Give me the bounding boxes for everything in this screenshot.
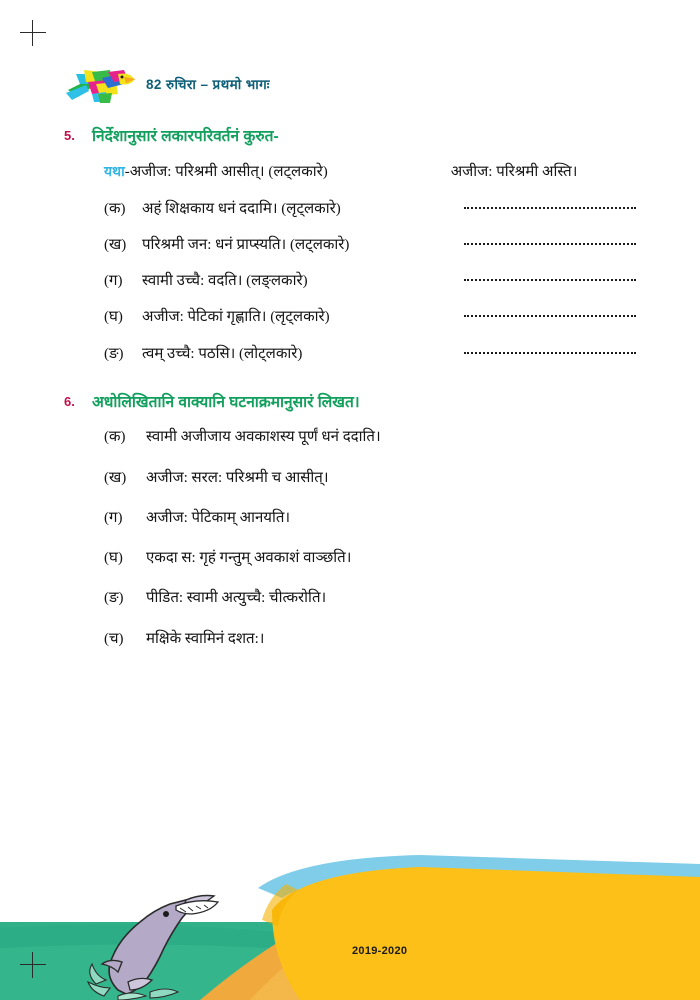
- row-sentence: -अजीज: परिश्रमी आसीत्‌। (लट्लकारे): [124, 164, 328, 181]
- answer-dotted-line: [464, 314, 636, 317]
- question-5-heading: [0, 126, 700, 148]
- table-row: [0, 344, 700, 364]
- crop-mark-bottom-left: [20, 952, 46, 978]
- list-item-text: मक्षिके स्वामिनं दशत:।: [146, 630, 265, 647]
- row-sentence: परिश्रमी जन: धनं प्राप्स्यति। (लट्लकारे): [142, 236, 350, 253]
- row-sentence: अजीज: पेटिकां गृह्णाति। (लृट्लकारे): [142, 309, 330, 326]
- question-5-number: 5.: [64, 128, 75, 143]
- list-item-label: (घ): [104, 550, 123, 567]
- page-header-title: 82 रुचिरा – प्रथमो भागः: [146, 77, 270, 92]
- list-item-label: (ग): [104, 509, 123, 526]
- row-label: (ग): [104, 273, 123, 290]
- row-answer-blank[interactable]: [464, 246, 700, 249]
- list-item: [0, 547, 700, 568]
- row-answer-blank[interactable]: [464, 282, 700, 285]
- question-block-5: [0, 126, 700, 364]
- list-item-text: एकदा स: गृहं गन्तुम् अवकाशं वाञ्छति।: [146, 550, 352, 567]
- list-item-text: पीडित: स्वामी अत्युच्चै: चीत्करोति।: [146, 590, 327, 607]
- list-item-label: (ख): [104, 469, 127, 486]
- row-sentence: अहं शिक्षकाय धनं ददामि। (लृट्लकारे): [142, 200, 341, 217]
- answer-dotted-line: [464, 242, 636, 245]
- list-item: [0, 426, 700, 447]
- row-answer: अजीज: परिश्रमी अस्ति।: [450, 164, 578, 181]
- parrot-icon: [62, 60, 138, 108]
- list-item-label: (च): [104, 630, 124, 647]
- edition-year: 2019-2020: [352, 945, 408, 957]
- footer-illustration: [0, 850, 700, 1000]
- list-item-text: अजीज: सरल: परिश्रमी च आसीत्‌।: [146, 469, 329, 486]
- question-5-title: निर्देशानुसारं लकारपरिवर्तनं कुरुत-: [92, 128, 279, 145]
- list-item: [0, 507, 700, 528]
- list-item-text: स्वामी अजीजाय अवकाशस्य पूर्णं धनं ददाति।: [146, 429, 381, 446]
- table-row: [0, 162, 700, 182]
- answer-dotted-line: [464, 278, 636, 281]
- row-answer-blank[interactable]: [464, 210, 700, 213]
- list-item: [0, 587, 700, 608]
- question-6-title: अधोलिखितानि वाक्यानि घटनाक्रमानुसारं लिखत।: [92, 393, 360, 411]
- row-label: (ङ): [104, 345, 124, 362]
- crop-mark-top-left: [20, 20, 46, 46]
- row-label: (क): [104, 200, 126, 217]
- row-label-example: यथा: [104, 163, 125, 180]
- answer-dotted-line: [464, 351, 636, 354]
- page-header: [62, 60, 270, 108]
- row-answer-blank[interactable]: [464, 355, 700, 358]
- table-row: [0, 199, 700, 219]
- page-content: [0, 126, 700, 668]
- question-6-number: 6.: [64, 393, 75, 409]
- list-item: [0, 628, 700, 649]
- list-item-label: (क): [104, 429, 126, 446]
- list-item: [0, 467, 700, 488]
- question-block-6: [0, 392, 700, 649]
- row-label: (ख): [104, 236, 127, 253]
- row-sentence: स्वामी उच्चै: वदति। (लङ्लकारे): [142, 273, 308, 290]
- list-item-label: (ङ): [104, 590, 124, 607]
- answer-dotted-line: [464, 206, 636, 209]
- question-5-rows: [0, 162, 700, 364]
- table-row: [0, 271, 700, 291]
- list-item-text: अजीज: पेटिकाम् आनयति।: [146, 509, 291, 526]
- table-row: [0, 235, 700, 255]
- question-6-heading: [0, 392, 700, 414]
- row-sentence: त्वम् उच्चै: पठसि। (लोट्लकारे): [142, 345, 303, 362]
- table-row: [0, 307, 700, 327]
- row-label: (घ): [104, 309, 123, 326]
- row-answer-blank[interactable]: [464, 318, 700, 321]
- question-6-items: [0, 426, 700, 649]
- dolphin-boat-artwork: [0, 850, 700, 1000]
- boat-hull: [272, 867, 700, 1000]
